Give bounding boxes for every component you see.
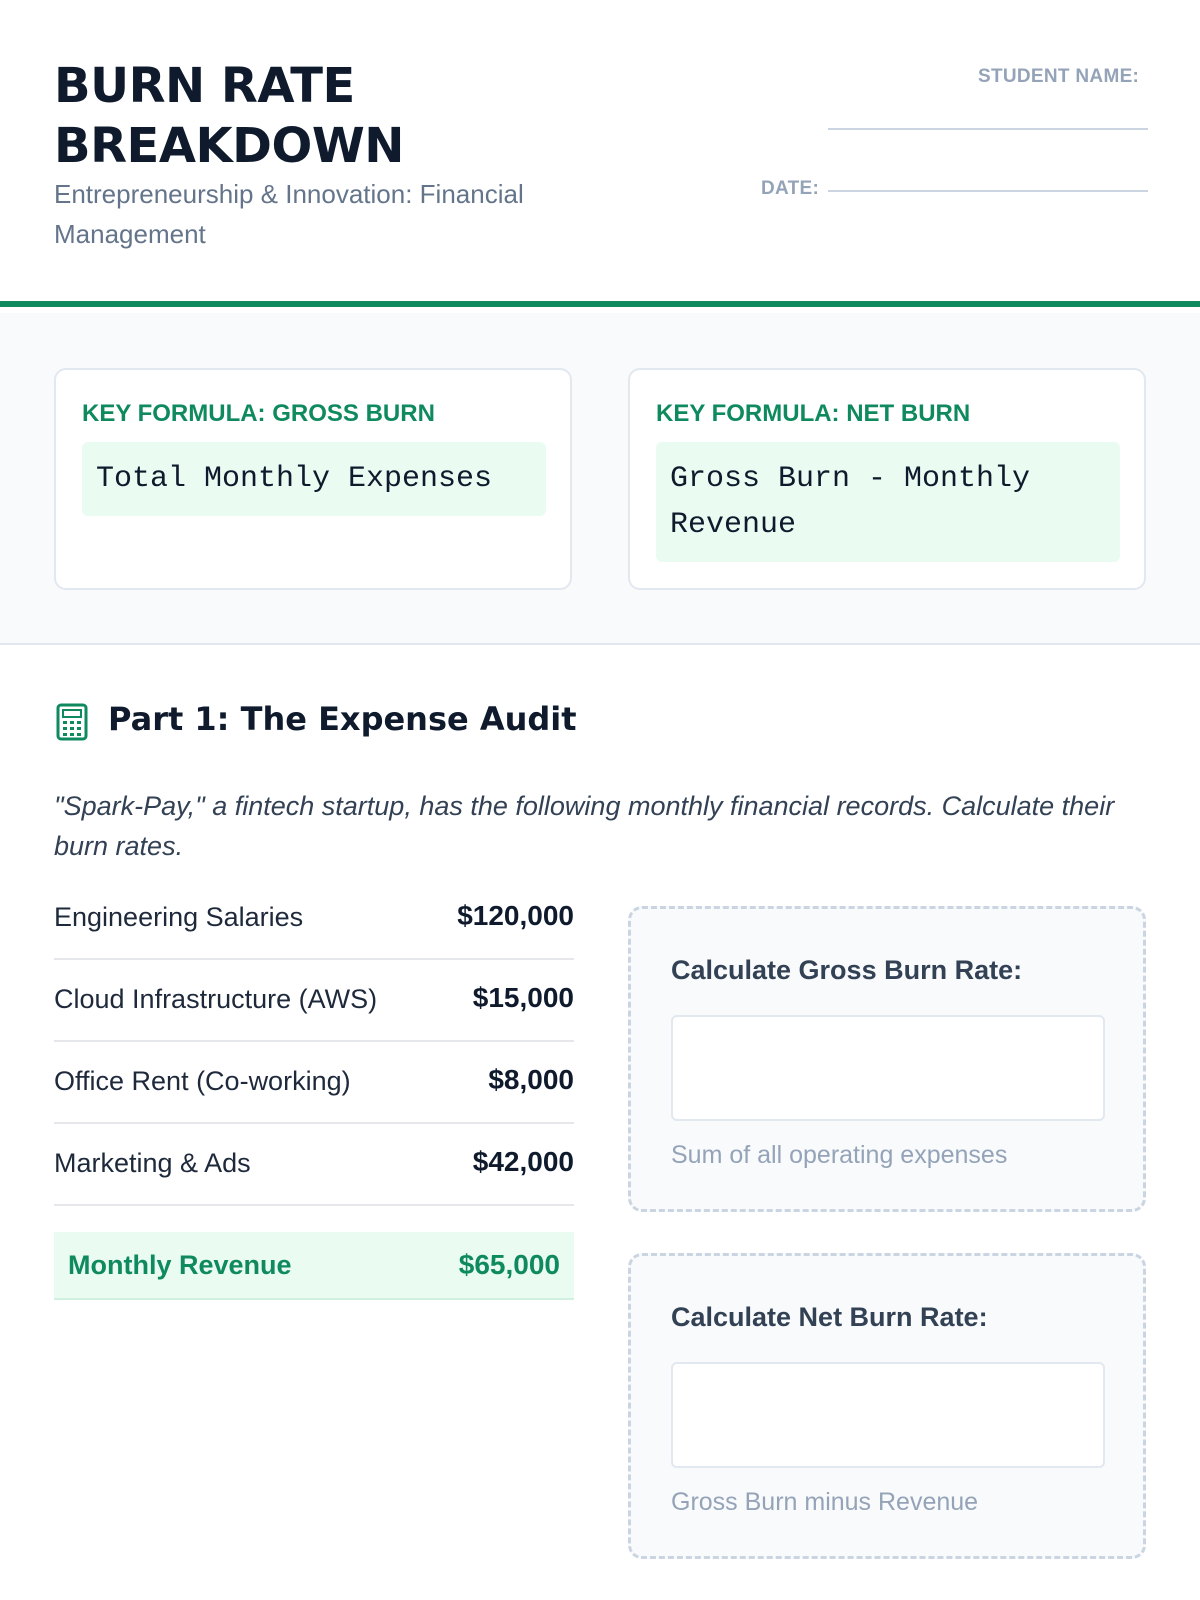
expense-label: Cloud Infrastructure (AWS) xyxy=(54,984,378,1014)
revenue-label: Monthly Revenue xyxy=(68,1250,292,1280)
title-line-1: BURN RATE xyxy=(54,58,355,114)
revenue-row xyxy=(54,1232,574,1300)
formula-heading: KEY FORMULA: GROSS BURN xyxy=(82,400,435,427)
gross-burn-answer-field[interactable] xyxy=(671,1015,1105,1121)
worksheet-header xyxy=(0,0,1200,307)
gross-burn-formula-card xyxy=(54,368,572,590)
expense-row xyxy=(54,1124,574,1206)
net-burn-calculation-box xyxy=(628,1253,1146,1559)
expense-label: Engineering Salaries xyxy=(54,902,304,932)
formula-expression: Gross Burn - Monthly Revenue xyxy=(656,442,1120,562)
page-title xyxy=(54,56,614,176)
revenue-value: $65,000 xyxy=(458,1249,560,1280)
date-field[interactable] xyxy=(828,190,1148,192)
title-line-2: BREAKDOWN xyxy=(54,118,404,174)
expense-value: $8,000 xyxy=(488,1064,574,1095)
expense-value: $42,000 xyxy=(472,1146,574,1177)
page-subtitle: Entrepreneurship & Innovation: Financial Management xyxy=(54,179,524,249)
expense-value: $15,000 xyxy=(472,982,574,1013)
expense-value: $120,000 xyxy=(457,900,574,931)
expense-row xyxy=(54,1042,574,1124)
expense-label: Marketing & Ads xyxy=(54,1148,251,1178)
calculation-hint: Sum of all operating expenses xyxy=(671,1141,1008,1169)
calculation-hint: Gross Burn minus Revenue xyxy=(671,1488,979,1516)
date-label: DATE: xyxy=(761,178,820,199)
calculation-heading: Calculate Gross Burn Rate: xyxy=(671,955,1023,985)
calculation-heading: Calculate Net Burn Rate: xyxy=(671,1302,988,1332)
net-burn-formula-card xyxy=(628,368,1146,590)
formula-expression: Total Monthly Expenses xyxy=(82,442,546,516)
gross-burn-calculation-box xyxy=(628,906,1146,1212)
expense-row xyxy=(54,878,574,960)
net-burn-answer-field[interactable] xyxy=(671,1362,1105,1468)
section-title: Part 1: The Expense Audit xyxy=(108,700,577,738)
expense-row xyxy=(54,960,574,1042)
formula-heading: KEY FORMULA: NET BURN xyxy=(656,400,971,427)
expense-label: Office Rent (Co-working) xyxy=(54,1066,351,1096)
student-name-field[interactable] xyxy=(828,128,1148,130)
student-name-label: STUDENT NAME: xyxy=(978,66,1140,87)
scenario-intro: "Spark-Pay," a fintech startup, has the following monthly financial records. Calculate their burn rates. xyxy=(54,791,1115,861)
calculator-icon xyxy=(56,703,88,741)
